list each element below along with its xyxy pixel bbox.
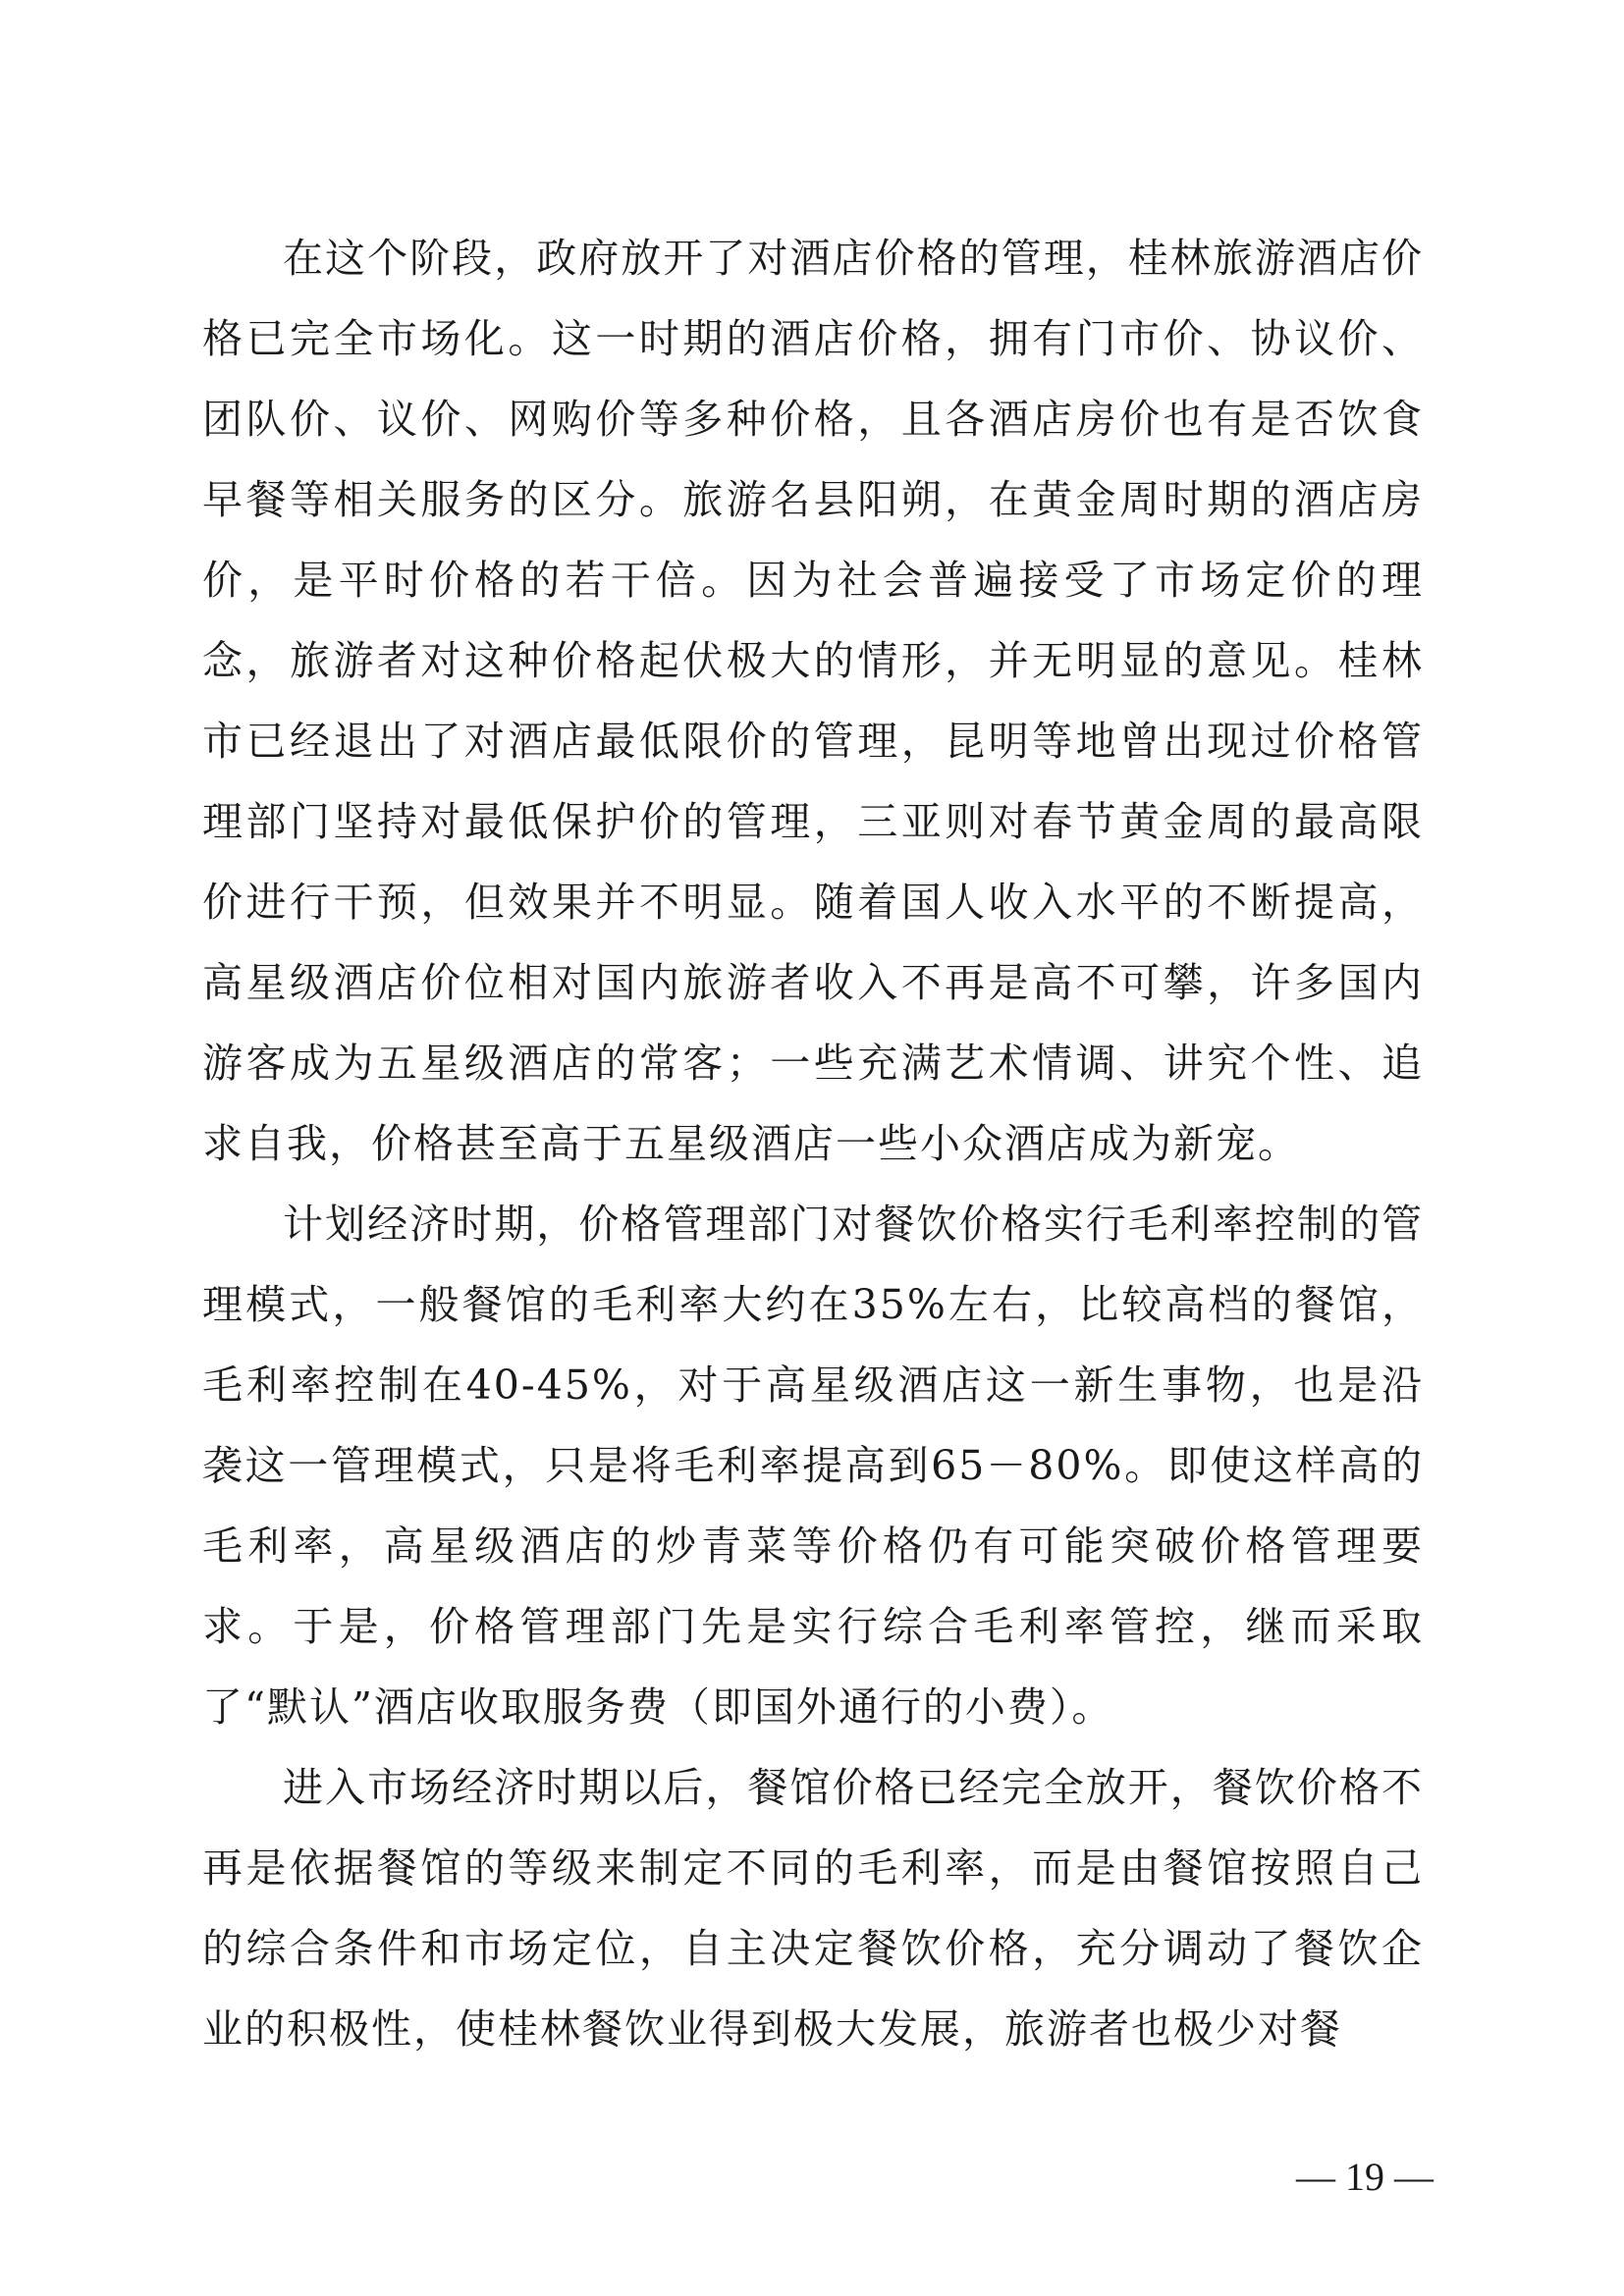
page-number: — 19 — <box>1296 2155 1434 2199</box>
body-text <box>202 218 1424 2069</box>
paragraph-catering-market-economy: 进入市场经济时期以后，餐馆价格已经完全放开，餐饮价格不再是依据餐馆的等级来制定不同的毛利率，而是由餐馆按照自己的综合条件和市场定位，自主决定餐饮价格，充分调动了餐饮企业的积极性，使桂林餐饮业得到极大发展，旅游者也极少对餐 <box>202 1764 1424 2053</box>
paragraph-catering-planned-economy: 计划经济时期，价格管理部门对餐饮价格实行毛利率控制的管理模式，一般餐馆的毛利率大约在35%左右，比较高档的餐馆，毛利率控制在40-45%，对于高星级酒店这一新生事物，也是沿袭这一管理模式，只是将毛利率提高到65－80%。即使这样高的毛利率，高星级酒店的炒青菜等价格仍有可能突破价格管理要求。于是，价格管理部门先是实行综合毛利率管控，继而采取了“默认”酒店收取服务费（即国外通行的小费）。 <box>202 1201 1424 1731</box>
paragraph-hotel-pricing: 在这个阶段，政府放开了对酒店价格的管理，桂林旅游酒店价格已完全市场化。这一时期的酒店价格，拥有门市价、协议价、团队价、议价、网购价等多种价格，且各酒店房价也有是否饮食早餐等相关服务的区分。旅游名县阳朔，在黄金周时期的酒店房价，是平时价格的若干倍。因为社会普遍接受了市场定价的理念，旅游者对这种价格起伏极大的情形，并无明显的意见。桂林市已经退出了对酒店最低限价的管理，昆明等地曾出现过价格管理部门坚持对最低保护价的管理，三亚则对春节黄金周的最高限价进行干预，但效果并不明显。随着国人收入水平的不断提高，高星级酒店价位相对国内旅游者收入不再是高不可攀，许多国内游客成为五星级酒店的常客；一些充满艺术情调、讲究个性、追求自我，价格甚至高于五星级酒店一些小众酒店成为新宠。 <box>202 235 1424 1167</box>
